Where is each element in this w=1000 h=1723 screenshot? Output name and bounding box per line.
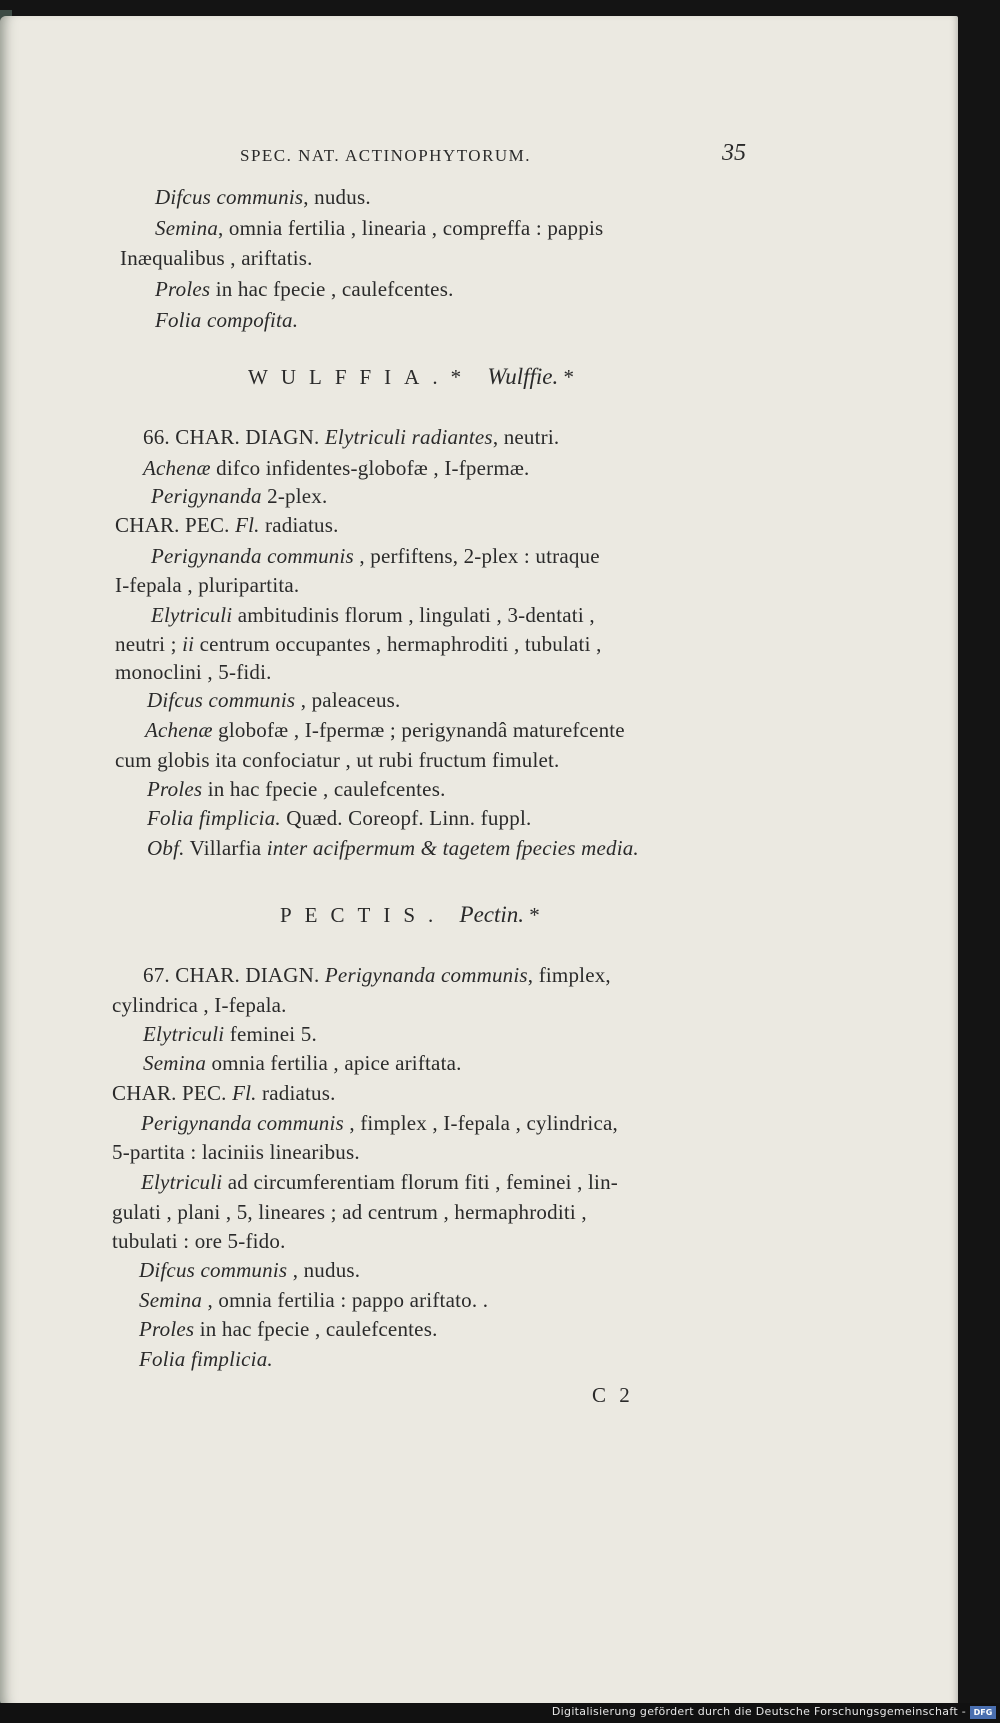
text-line: Proles in hac fpecie , caulefcentes. xyxy=(139,1317,438,1341)
text-line: CHAR. PEC. Fl. radiatus. xyxy=(112,1081,336,1105)
text-line: cum globis ita confociatur , ut rubi fructum fimulet. xyxy=(115,748,560,772)
text-line: Semina, omnia fertilia , linearia , compreffa : pappis xyxy=(155,216,604,240)
text-line: Proles in hac fpecie , caulefcentes. xyxy=(155,277,454,301)
text-line: Perigynanda communis , fimplex , I-fepala , cylindrica, xyxy=(141,1111,618,1135)
text-line: Perigynanda 2-plex. xyxy=(151,484,328,508)
text-line: Elytriculi ad circumferentiam florum fiti , feminei , lin- xyxy=(141,1170,618,1194)
text-line: Folia compofita. xyxy=(155,308,299,332)
genus-heading: WULFFIA.* Wulffie. * xyxy=(248,364,575,389)
text-line: gulati , plani , 5, lineares ; ad centrum , hermaphroditi , xyxy=(112,1200,587,1224)
text-line: Folia fimplicia. Quæd. Coreopf. Linn. fuppl. xyxy=(147,806,532,830)
genus-heading: PECTIS. Pectin. * xyxy=(280,902,540,927)
text-line: tubulati : ore 5-fido. xyxy=(112,1229,286,1253)
text-line: I-fepala , pluripartita. xyxy=(115,573,300,597)
text-line: 5-partita : laciniis linearibus. xyxy=(112,1140,360,1164)
text-line: Perigynanda communis , perfiftens, 2-plex : utraque xyxy=(151,544,600,568)
footer-text: Digitalisierung gefördert durch die Deutsche Forschungsgemeinschaft - xyxy=(551,1705,966,1718)
text-line: Achenæ difco infidentes-globofæ , I-fpermæ. xyxy=(143,456,530,480)
text-line: Elytriculi feminei 5. xyxy=(143,1022,317,1046)
running-head: SPEC. NAT. ACTINOPHYTORUM. xyxy=(240,146,532,165)
text-line: 67. CHAR. DIAGN. Perigynanda communis, fimplex, xyxy=(143,963,611,987)
text-line: 66. CHAR. DIAGN. Elytriculi radiantes, neutri. xyxy=(143,425,560,449)
text-line: neutri ; ii centrum occupantes , hermaphroditi , tubulati , xyxy=(115,632,602,656)
text-line: Folia fimplicia. xyxy=(139,1347,273,1371)
text-line: Difcus communis , nudus. xyxy=(139,1258,361,1282)
text-line: Semina , omnia fertilia : pappo ariftato. . xyxy=(139,1288,489,1312)
text-line: CHAR. PEC. Fl. radiatus. xyxy=(115,513,339,537)
text-line: Proles in hac fpecie , caulefcentes. xyxy=(147,777,446,801)
text-line: Semina omnia fertilia , apice ariftata. xyxy=(143,1051,462,1075)
dfg-logo: DFG xyxy=(970,1706,996,1719)
page-number: 35 xyxy=(722,140,746,166)
text-line: Achenæ globofæ , I-fpermæ ; perigynandâ maturefcente xyxy=(145,718,625,742)
text-line: Difcus communis , paleaceus. xyxy=(147,688,401,712)
text-line: Difcus communis, nudus. xyxy=(155,185,371,209)
text-line: monoclini , 5-fidi. xyxy=(115,660,272,684)
signature-mark: C 2 xyxy=(592,1383,634,1407)
footer-bar xyxy=(0,1703,1000,1723)
text-line: Elytriculi ambitudinis florum , lingulati , 3-dentati , xyxy=(151,603,595,627)
text-line: Inæqualibus , ariftatis. xyxy=(120,246,313,270)
text-line: cylindrica , I-fepala. xyxy=(112,993,287,1017)
text-line: Obf. Villarfia inter acifpermum & tagetem fpecies media. xyxy=(147,836,639,860)
